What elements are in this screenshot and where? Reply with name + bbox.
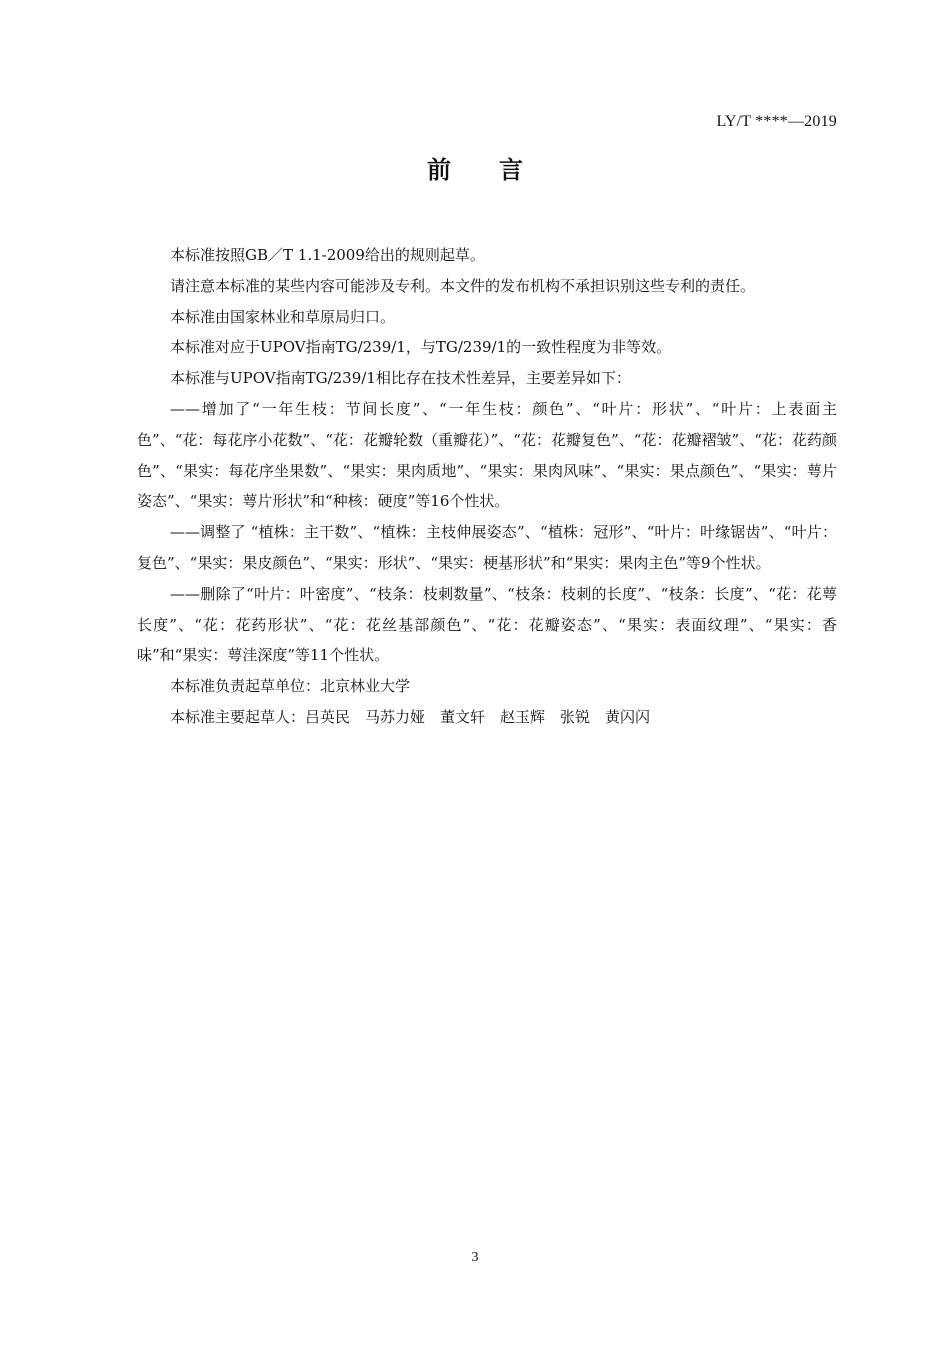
foreword-body [137,240,837,733]
paragraph-upov-correspondence: 本标准对应于UPOV指南TG/239/1，与TG/239/1的一致性程度为非等效。 [170,338,672,357]
paragraph-drafting-unit: 本标准负责起草单位：北京林业大学 [170,677,411,696]
page-title: 前 言 [427,156,523,184]
paragraph-differences-intro: 本标准与UPOV指南TG/239/1相比存在技术性差异，主要差异如下： [170,369,631,388]
document-code: LY/T ****—2019 [716,113,837,130]
paragraph-drafters: 本标准主要起草人：吕英民 马苏力娅 董文轩 赵玉辉 张锐 黄闪闪 [170,707,651,726]
paragraph-deleted-characteristics: ——删除了“叶片：叶密度”、“枝条：枝刺数量”、“枝条：枝刺的长度”、“枝条：长度”、“花：花萼长度”、“花：花药形状”、“花：花丝基部颜色”、“花：花瓣姿态”、“果实：表面纹理”、“果实：香味”和“果实：萼洼深度”等11个性状。 [137,584,837,665]
paragraph-added-characteristics: ——增加了“一年生枝：节间长度”、“一年生枝：颜色”、“叶片：形状”、“叶片：上表面主色”、“花：每花序小花数”、“花：花瓣轮数（重瓣花）”、“花：花瓣复色”、“花：花瓣褶皱”、“花：花药颜色”、“果实：每花序坐果数”、“果实：果肉质地”、“果实：果肉风味”、“果实：果点颜色”、“果实：萼片姿态”、“果实：萼片形状”和“种核：硬度”等16个性状。 [137,399,837,511]
paragraph-drafting-rules: 本标准按照GB／T 1.1-2009给出的规则起草。 [170,246,485,264]
page-number: 3 [471,1250,479,1265]
paragraph-adjusted-characteristics: ——调整了 “植株：主干数”、“植株：主枝伸展姿态”、“植株：冠形”、“叶片：叶缘锯齿”、“叶片：复色”、“果实：果皮颜色”、“果实：形状”、“果实：梗基形状”和“果实：果肉主色”等9个性状。 [137,523,837,572]
paragraph-administration: 本标准由国家林业和草原局归口。 [170,307,396,326]
paragraph-patent-notice: 请注意本标准的某些内容可能涉及专利。本文件的发布机构不承担识别这些专利的责任。 [170,276,756,295]
